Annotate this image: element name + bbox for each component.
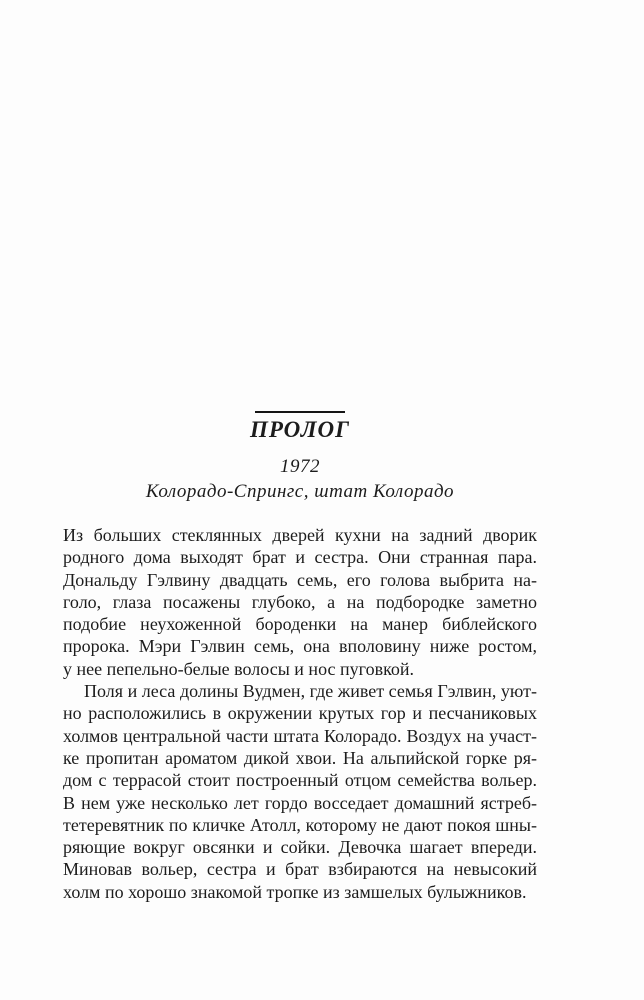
text-line: тетеревятник по кличке Атолл, которому не дают покоя шны- bbox=[63, 814, 537, 835]
content-column bbox=[63, 0, 537, 903]
text-line: подобие неухоженной бороденки на манер библейского bbox=[63, 614, 537, 635]
text-line: В нем уже несколько лет гордо восседает домашний ястреб- bbox=[63, 792, 537, 813]
text-line: Из больших стеклянных дверей кухни на задний дворик bbox=[63, 525, 537, 545]
chapter-heading-block bbox=[63, 411, 537, 503]
text-line: пророка. Мэри Гэлвин семь, она вполовину ниже ростом, bbox=[63, 636, 537, 657]
text-line: ряющие вокруг овсянки и сойки. Девочка шагает впереди. bbox=[63, 837, 537, 858]
text-line: холм по хорошо знакомой тропке из замшелых булыжников. bbox=[63, 881, 527, 902]
chapter-location: Колорадо-Спрингс, штат Колорадо bbox=[145, 481, 455, 502]
text-line: голо, глаза посажены глубоко, а на подбородке заметно bbox=[63, 591, 537, 612]
paragraph bbox=[63, 524, 537, 680]
text-line: Поля и леса долины Вудмен, где живет семья Гэлвин, уют- bbox=[84, 681, 537, 702]
text-line: дом с террасой стоит построенный отцом семейства вольер. bbox=[63, 770, 537, 791]
text-line: родного дома выходят брат и сестра. Они странная пара. bbox=[63, 547, 537, 568]
text-line: холмов центральной части штата Колорадо. Воздух на участ- bbox=[63, 725, 537, 746]
text-line: но расположились в окружении крутых гор и песчаниковых bbox=[63, 703, 537, 724]
chapter-title: ПРОЛОГ bbox=[250, 417, 350, 442]
chapter-rule bbox=[255, 411, 345, 413]
text-line: у нее пепельно-белые волосы и нос пуговкой. bbox=[63, 658, 415, 679]
body-text bbox=[63, 524, 537, 903]
text-line: Миновав вольер, сестра и брат взбираются на невысокий bbox=[63, 859, 537, 880]
text-line: ке пропитан ароматом дикой хвои. На альпийской горке ря- bbox=[63, 747, 537, 768]
chapter-date: 1972 bbox=[280, 456, 320, 477]
paragraph bbox=[63, 680, 537, 903]
text-line: Дональду Гэлвину двадцать семь, его голова выбрита на- bbox=[63, 569, 537, 590]
